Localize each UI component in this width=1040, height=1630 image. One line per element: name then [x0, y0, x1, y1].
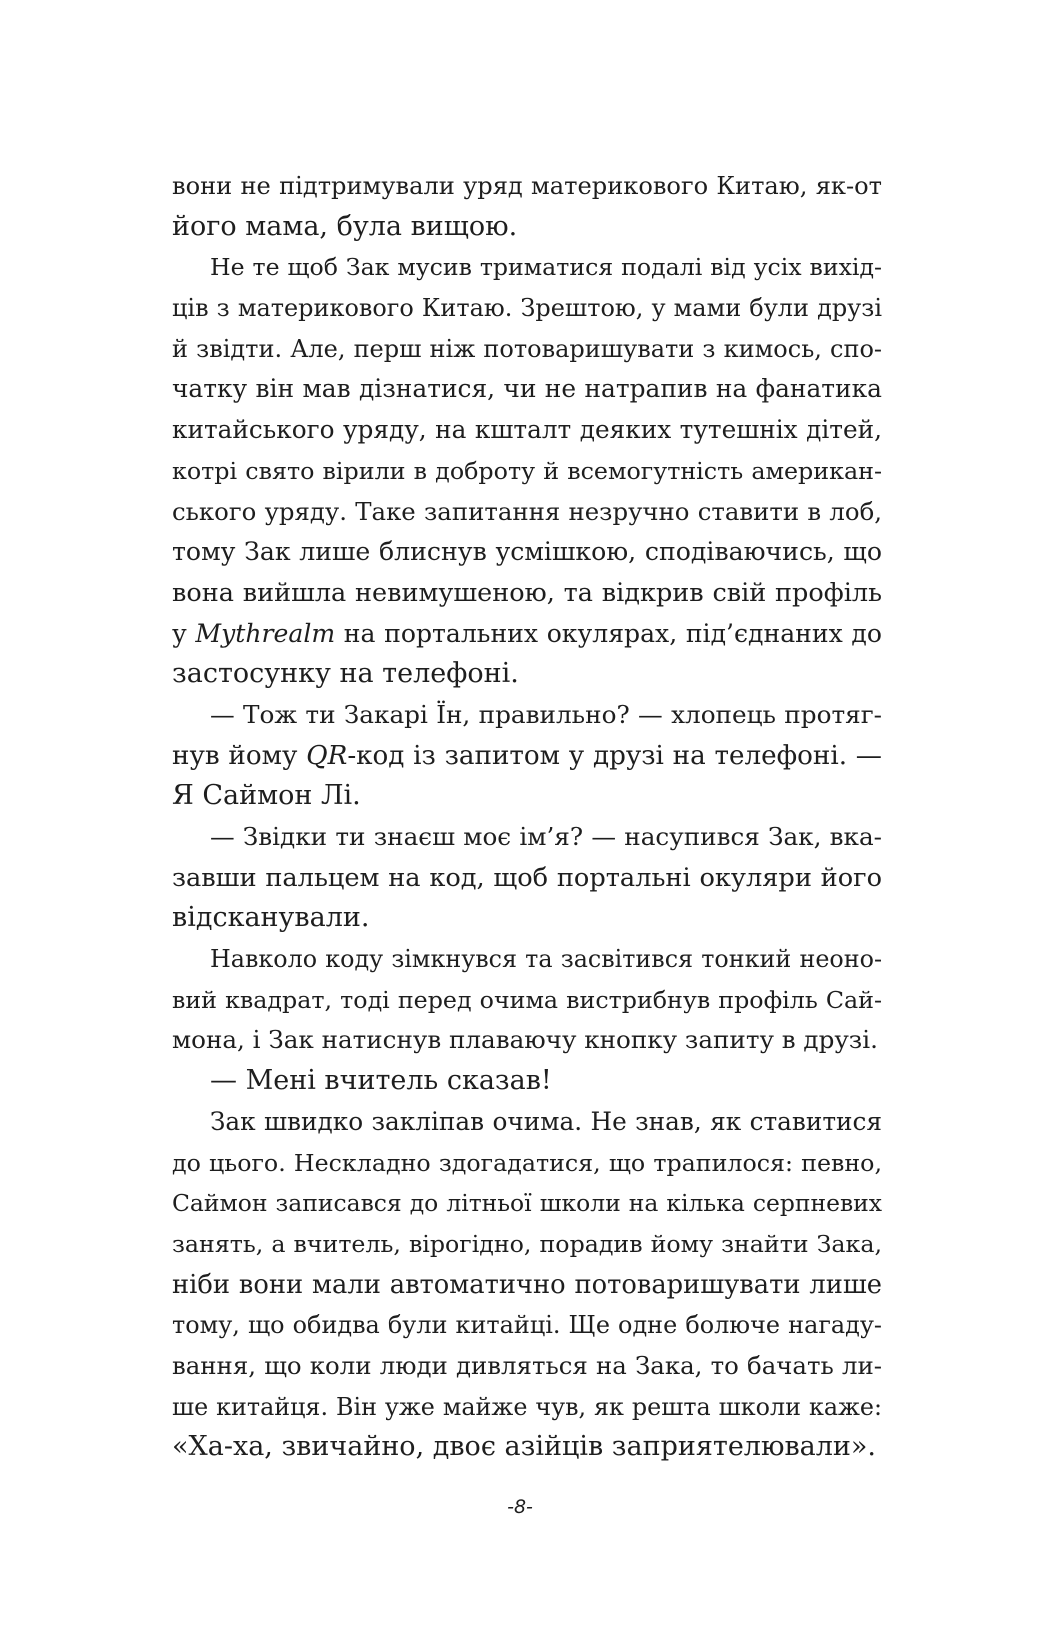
text-line — [172, 776, 882, 817]
text-segment: на портальних окулярах, під’єднаних до — [335, 618, 882, 648]
text-line — [172, 654, 882, 695]
body-text — [172, 166, 882, 1468]
page-number: -8- — [507, 1496, 533, 1518]
text-segment: — Мені вчитель сказав! — [210, 1065, 552, 1097]
text-line — [172, 1061, 882, 1102]
italic-term: Mythrealm — [195, 618, 336, 648]
text-segment: чатку він мав дізнатися, чи не натрапив на фанатика — [172, 374, 882, 404]
text-segment: завши пальцем на код, щоб портальні окуляри його — [172, 862, 882, 893]
text-line — [172, 410, 882, 451]
text-line — [172, 573, 882, 614]
text-line — [172, 1020, 882, 1061]
text-line — [172, 1305, 882, 1346]
paragraph — [172, 1102, 882, 1468]
text-line — [172, 369, 882, 410]
text-line — [172, 1102, 882, 1143]
text-segment: — Тож ти Закарі Їн, правильно? — хлопець протяг- — [210, 699, 882, 729]
text-segment: Зак швидко закліпав очима. Не знав, як ставитися — [210, 1106, 882, 1136]
text-line — [172, 1183, 882, 1224]
text-segment: у — [172, 618, 196, 648]
text-line — [172, 166, 882, 207]
text-segment: тому, що обидва були китайці. Ще одне болюче нагаду- — [172, 1311, 882, 1340]
text-segment: китайського уряду, на кшталт деяких тутешніх дітей, — [172, 415, 882, 445]
text-segment: -код із запитом у друзі на телефоні. — — [347, 740, 882, 771]
text-line — [172, 247, 882, 288]
text-segment: «Ха-ха, звичайно, двоє азійців заприятелювали». — [172, 1431, 877, 1463]
text-segment: Не те щоб Зак мусив триматися подалі від усіх вихід- — [210, 253, 882, 282]
text-segment: нув йому — [172, 740, 307, 771]
text-line — [172, 817, 882, 858]
text-line — [172, 1143, 882, 1184]
text-line — [172, 898, 882, 939]
text-segment: його мама, була вищою. — [172, 210, 518, 242]
text-line — [172, 1265, 882, 1306]
text-line — [172, 614, 882, 655]
text-line — [172, 492, 882, 533]
text-segment: й звідти. Але, перш ніж потоваришувати з кимось, спо- — [172, 334, 882, 363]
text-segment: вий квадрат, тоді перед очима вистрибнув профіль Сай- — [172, 985, 882, 1014]
text-segment: ніби вони мали автоматично потоваришувати лише — [172, 1269, 882, 1300]
text-segment: Навколо коду зімкнувся та засвітився тонкий неоно- — [210, 945, 882, 974]
text-segment: до цього. Нескладно здогадатися, що трапилося: певно, — [172, 1148, 882, 1177]
text-line — [172, 939, 882, 980]
text-line — [172, 1346, 882, 1387]
paragraph — [172, 939, 882, 1061]
paragraph — [172, 817, 882, 939]
text-segment: вона вийшла невимушеною, та відкрив свій профіль — [172, 577, 882, 608]
text-segment: ців з материкового Китаю. Зрештою, у мами були друзі — [172, 294, 882, 323]
text-segment: застосунку на телефоні. — [172, 658, 519, 690]
text-line — [172, 288, 882, 329]
text-line — [172, 1224, 882, 1265]
text-line — [172, 1387, 882, 1428]
text-line — [172, 451, 882, 492]
paragraph — [172, 247, 882, 695]
text-segment: Саймон записався до літньої школи на кілька серпневих — [172, 1189, 882, 1218]
text-line — [172, 858, 882, 899]
text-segment: Я Саймон Лі. — [172, 780, 361, 812]
text-segment: вання, що коли люди дивляться на Зака, то бачать ли- — [172, 1350, 882, 1380]
text-line — [172, 1427, 882, 1468]
text-segment: відсканували. — [172, 902, 370, 934]
text-line — [172, 532, 882, 573]
text-line — [172, 695, 882, 736]
text-segment: — Звідки ти знаєш моє ім’я? — насупився Зак, вка- — [210, 822, 882, 851]
text-segment: котрі свято вірили в доброту й всемогутність американ- — [172, 456, 882, 485]
text-segment: мона, і Зак натиснув плаваючу кнопку запиту в друзі. — [172, 1025, 878, 1055]
italic-term: QR — [306, 740, 348, 771]
paragraph — [172, 1061, 882, 1102]
paragraph — [172, 166, 882, 247]
text-segment: ського уряду. Таке запитання незручно ставити в лоб, — [172, 496, 882, 526]
text-segment: занять, а вчитель, вірогідно, порадив йому знайти Зака, — [172, 1229, 882, 1258]
text-segment: вони не підтримували уряд материкового Китаю, як-от — [172, 172, 882, 200]
text-segment: тому Зак лише блиснув усмішкою, сподіваючись, що — [172, 537, 882, 567]
paragraph — [172, 695, 882, 817]
text-line — [172, 736, 882, 777]
text-segment: ше китайця. Він уже майже чув, як решта школи каже: — [172, 1392, 882, 1421]
text-line — [172, 207, 882, 248]
text-line — [172, 980, 882, 1021]
text-line — [172, 329, 882, 370]
